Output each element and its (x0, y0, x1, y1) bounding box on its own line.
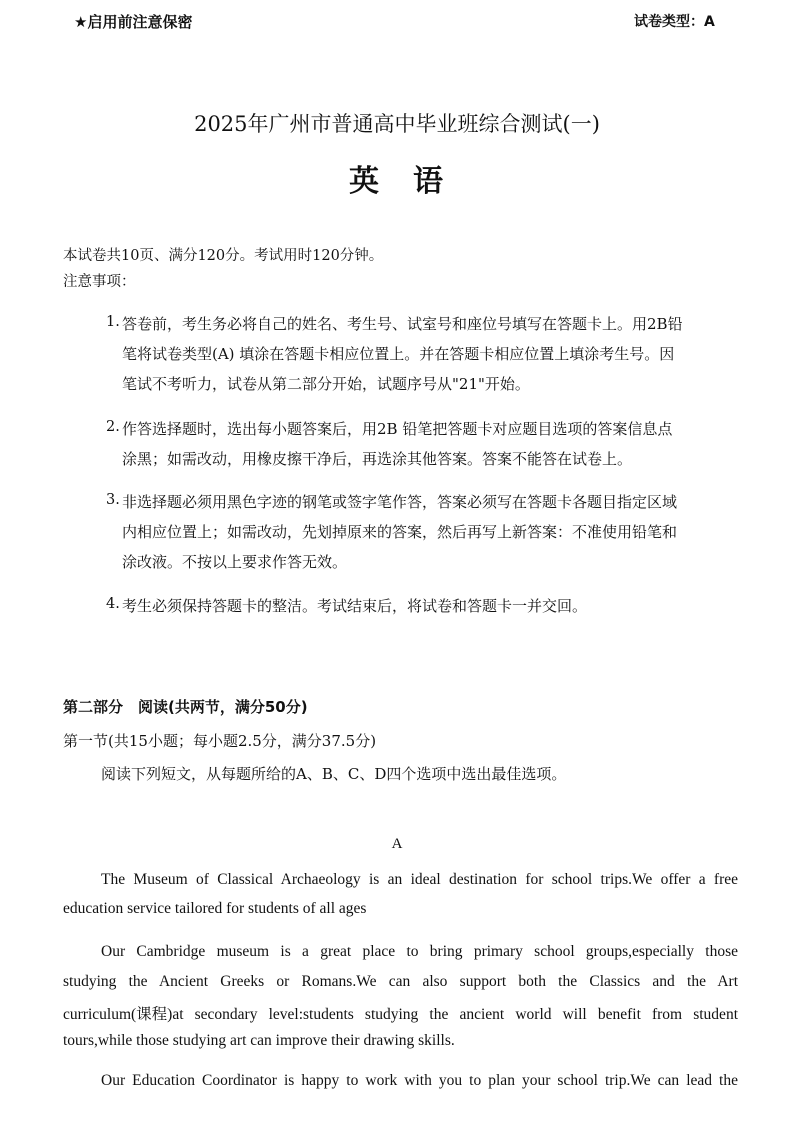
paper-type-label: 试卷类型：A (634, 14, 715, 30)
paragraph-line: Our Education Coordinator is happy to work with you to plan your school trip.We can lead the (101, 1072, 738, 1089)
paragraph-line: The Museum of Classical Archaeology is an ideal destination for school trips.We offer a free (101, 871, 738, 888)
notice-line: 笔试不考听力，试卷从第二部分开始，试题序号从"21"开始。 (122, 375, 530, 393)
notice-number: 1. (106, 314, 120, 330)
confidential-label: ★启用前注意保密 (74, 13, 193, 31)
paragraph-line: curriculum(课程)at secondary level:students studying the ancient world will benefit from student (63, 1006, 738, 1023)
notice-line: 考生必须保持答题卡的整洁。考试结束后，将试卷和答题卡一并交回。 (122, 597, 588, 615)
notice-line: 笔将试卷类型(A) 填涂在答题卡相应位置上。并在答题卡相应位置上填涂考生号。因 (122, 345, 675, 363)
notice-line: 作答选择题时，选出每小题答案后，用2B 铅笔把答题卡对应题目选项的答案信息点 (122, 420, 673, 438)
paragraph-line: Our Cambridge museum is a great place to bring primary school groups,especially those (101, 943, 738, 960)
paragraph-line: tours,while those studying art can improve their drawing skills. (63, 1032, 455, 1049)
paragraph-line: studying the Ancient Greeks or Romans.We can also support both the Classics and the Art (63, 973, 738, 990)
subject-title: 英 语 (349, 164, 445, 199)
notice-line: 内相应位置上；如需改动，先划掉原来的答案，然后再写上新答案：不准使用铅笔和 (122, 523, 678, 541)
notice-number: 3. (106, 492, 120, 508)
notice-line: 非选择题必须用黑色字迹的钢笔或签字笔作答，答案必须写在答题卡各题目指定区域 (122, 493, 678, 511)
notice-line: 涂改液。不按以上要求作答无效。 (122, 553, 348, 571)
notice-number: 2. (106, 419, 120, 435)
notice-line: 答卷前，考生务必将自己的姓名、考生号、试室号和座位号填写在答题卡上。用2B铅 (122, 315, 683, 333)
notice-number: 4. (106, 596, 120, 612)
exam-title: 2025年广州市普通高中毕业班综合测试(一) (194, 112, 600, 136)
exam-info: 本试卷共10页、满分120分。考试用时120分钟。 (63, 248, 384, 264)
notice-label: 注意事项： (63, 274, 136, 290)
subsection-title: 第一节(共15小题；每小题2.5分，满分37.5分) (63, 732, 377, 750)
part-title: 第二部分 阅读(共两节，满分50分) (63, 698, 308, 716)
notice-line: 涂黑；如需改动，用橡皮擦干净后，再选涂其他答案。答案不能答在试卷上。 (122, 450, 633, 468)
section-instruction: 阅读下列短文，从每题所给的A、B、C、D四个选项中选出最佳选项。 (101, 765, 567, 783)
passage-label: A (391, 836, 403, 852)
paragraph-line: education service tailored for students of all ages (63, 900, 367, 917)
